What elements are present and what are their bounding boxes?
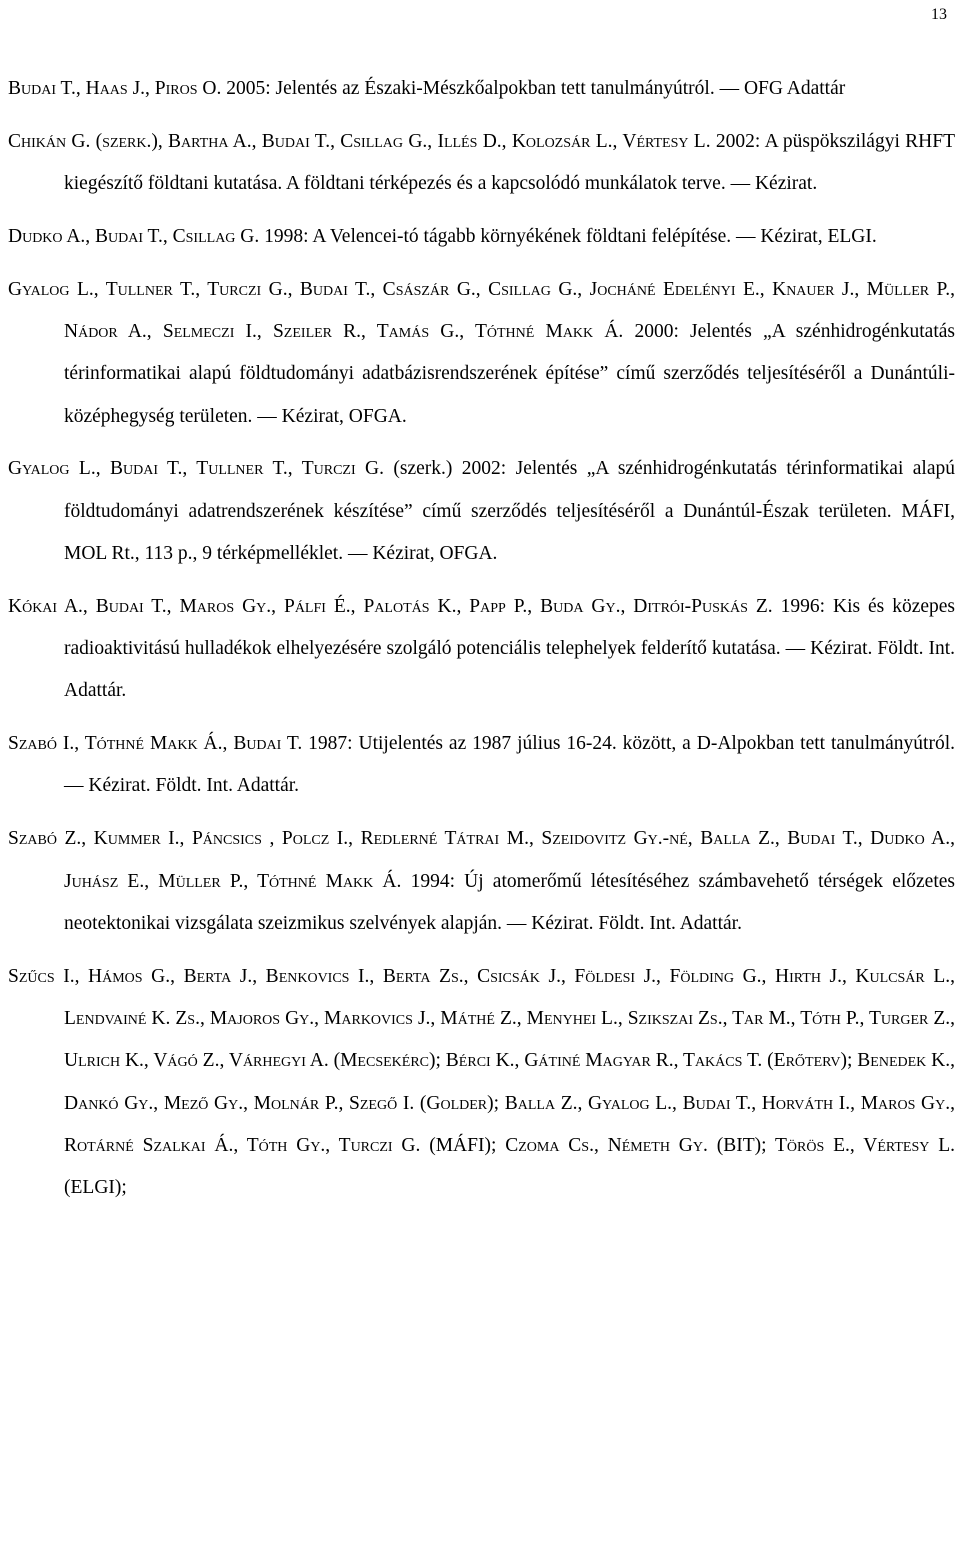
reference-entry [8, 956, 955, 1210]
reference-entry [8, 216, 955, 258]
reference-entry [8, 723, 955, 808]
reference-text: 2000: Jelentés „A szénhidrogénkutatás térinformatikai alapú földtudományi adatbázisrendszerének építése” című szerződés teljesítéséről a Dunántúli-középhegység területen. — Kézirat, OFGA. [64, 320, 956, 427]
reference-text: 1998: A Velencei-tó tágabb környékének földtani felépítése. — Kézirat, ELGI. [264, 225, 877, 247]
reference-entry [8, 269, 955, 438]
reference-entry [8, 121, 955, 206]
reference-authors: Gyalog L., Budai T., Tullner T., Turczi G. [8, 458, 384, 480]
reference-authors: Szűcs I., Hámos G., Berta J., Benkovics I., Berta Zs., Csicsák J., Földesi J., Földing G., Hirth J., Kulcsár L., Lendvainé K. Zs., Majoros Gy., Markovics J., Máthé Z., Menyhei L., Szikszai Zs., Tar M., Tóth P., Turger Z., Ulrich K., Vágó Z., Várhegyi A. (Mecsekérc); Bérci K., Gátiné Magyar R., Takács T. (Erőterv); Benedek K., Dankó Gy., Mező Gy., Molnár P., Szegő I. (Golder); Balla Z., Gyalog L., Budai T., Horváth I., Maros Gy., Rotárné Szalkai Á., Tóth Gy., Turczi G. (MÁFI); Czoma Cs., Németh Gy. (BIT); Törös E., Vértesy L. (ELGI); [8, 965, 955, 1199]
reference-text: 2002: A püspökszilágyi RHFT kiegészítő földtani kutatása. A földtani térképezés és a kapcsolódó munkálatok terve. — Kézirat. [64, 130, 956, 195]
reference-authors: Kókai A., Budai T., Maros Gy., Pálfi É., Palotás K., Papp P., Buda Gy., Ditrói-Puskás Z. [8, 595, 773, 617]
reference-entry [8, 586, 955, 713]
reference-authors: Szabó Z., Kummer I., Páncsics , Polcz I., Redlerné Tátrai M., Szeidovitz Gy.-né, Balla Z., Budai T., Dudko A., Juhász E., Müller P., Tóthné Makk Á. [8, 828, 955, 892]
page-number: 13 [931, 6, 947, 23]
reference-entry [8, 818, 955, 945]
reference-text: 1994: Új atomerőmű létesítéséhez számbavehető térségek előzetes neotektonikai vizsgálata szeizmikus szelvények alapján. — Kézirat. Földt. Int. Adattár. [64, 870, 955, 934]
reference-authors: Szabó I., Tóthné Makk Á., Budai T. [8, 733, 303, 755]
reference-authors: Budai T., Haas J., Piros O. [8, 78, 222, 99]
reference-entry [8, 448, 955, 575]
reference-authors: Chikán G. (szerk.), Bartha A., Budai T., Csillag G., Illés D., Kolozsár L., Vértesy L. [8, 130, 711, 152]
reference-text: (szerk.) 2002: Jelentés „A szénhidrogénkutatás térinformatikai alapú földtudományi adatrendszerének készítése” című szerződés teljesítéséről a Dunántúl-Észak területen. MÁFI, MOL Rt., 113 p., 9 térképmelléklet. — Kézirat, OFGA. [64, 458, 955, 564]
reference-text: 2005: Jelentés az Északi-Mészkőalpokban tett tanulmányútról. — OFG Adattár [226, 78, 846, 99]
reference-text: 1987: Utijelentés az 1987 július 16-24. között, a D-Alpokban tett tanulmányútról. — Kézirat. Földt. Int. Adattár. [64, 733, 956, 797]
reference-authors: Gyalog L., Tullner T., Turczi G., Budai T., Császár G., Csillag G., Jocháné Edelényi E., Knauer J., Müller P., Nádor A., Selmeczi I., Szeiler R., Tamás G., Tóthné Makk Á. [8, 278, 955, 342]
reference-authors: Dudko A., Budai T., Csillag G. [8, 225, 260, 247]
reference-entry [8, 68, 955, 110]
reference-text: 1996: Kis és közepes radioaktivitású hulladékok elhelyezésére szolgáló potenciális telephelyek felderítő kutatása. — Kézirat. Földt. Int. Adattár. [64, 595, 956, 702]
reference-list [8, 68, 955, 1209]
